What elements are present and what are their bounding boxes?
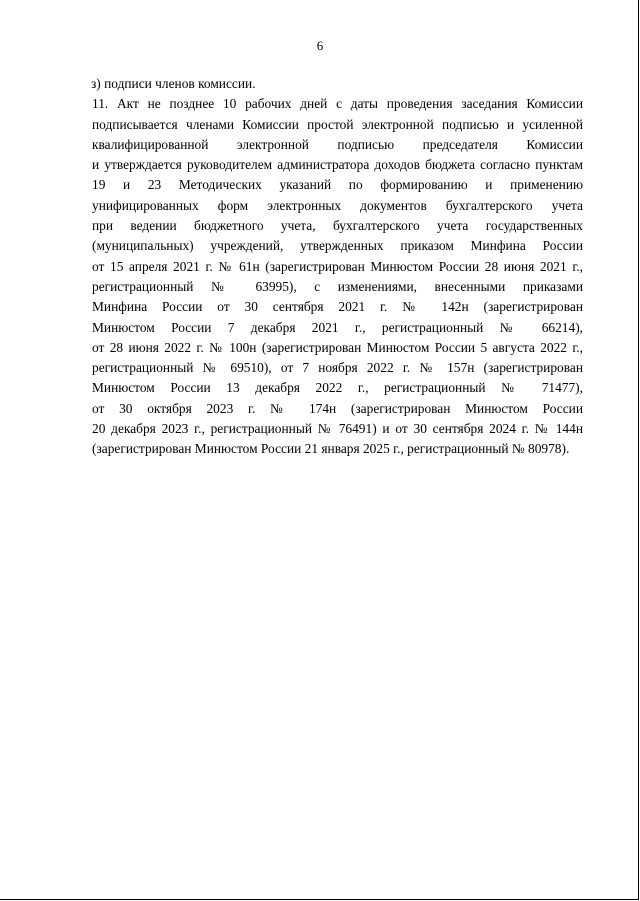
text-line: и утверждается руководителем администратора доходов бюджета согласно пунктам	[92, 157, 583, 173]
text-line: 20 декабря 2023 г., регистрационный № 76491) и от 30 сентября 2024 г. № 144н	[92, 421, 583, 437]
page-number: 6	[316, 38, 324, 53]
text-line: от 28 июня 2022 г. № 100н (зарегистрирован Минюстом России 5 августа 2022 г.,	[92, 339, 583, 355]
text-line: регистрационный № 69510), от 7 ноября 2022 г. № 157н (зарегистрирован	[92, 360, 583, 376]
text-line: Минюстом России 13 декабря 2022 г., регистрационный № 71477),	[92, 380, 583, 396]
text-line: (зарегистрирован Минюстом России 21 января 2025 г., регистрационный № 80978).	[92, 441, 570, 457]
text-line: регистрационный № 63995), с изменениями, внесенными приказами	[92, 278, 583, 294]
text-line: подписывается членами Комиссии простой электронной подписью и усиленной	[92, 116, 583, 132]
paragraph-item-z: з) подписи членов комиссии.	[91, 76, 256, 91]
text-line: (муниципальных) учреждений, утвержденных приказом Минфина России	[92, 238, 583, 254]
text-line: Минфина России от 30 сентября 2021 г. № 142н (зарегистрирован	[92, 299, 583, 315]
text-line: унифицированных форм электронных документов бухгалтерского учета	[92, 197, 583, 213]
text-line: 11. Акт не позднее 10 рабочих дней с даты проведения заседания Комиссии	[92, 96, 583, 112]
document-body	[82, 74, 583, 460]
text-line: Минюстом России 7 декабря 2021 г., регистрационный № 66214),	[92, 319, 583, 335]
text-line: при ведении бюджетного учета, бухгалтерского учета государственных	[92, 218, 583, 234]
text-line: квалифицированной электронной подписью председателя Комиссии	[92, 136, 583, 152]
paragraph-item-11	[82, 94, 583, 459]
text-line: 19 и 23 Методических указаний по формированию и применению	[92, 177, 583, 193]
text-line: от 30 октября 2023 г. № 174н (зарегистрирован Минюстом России	[92, 400, 583, 416]
text-line: от 15 апреля 2021 г. № 61н (зарегистрирован Минюстом России 28 июня 2021 г.,	[92, 258, 583, 274]
